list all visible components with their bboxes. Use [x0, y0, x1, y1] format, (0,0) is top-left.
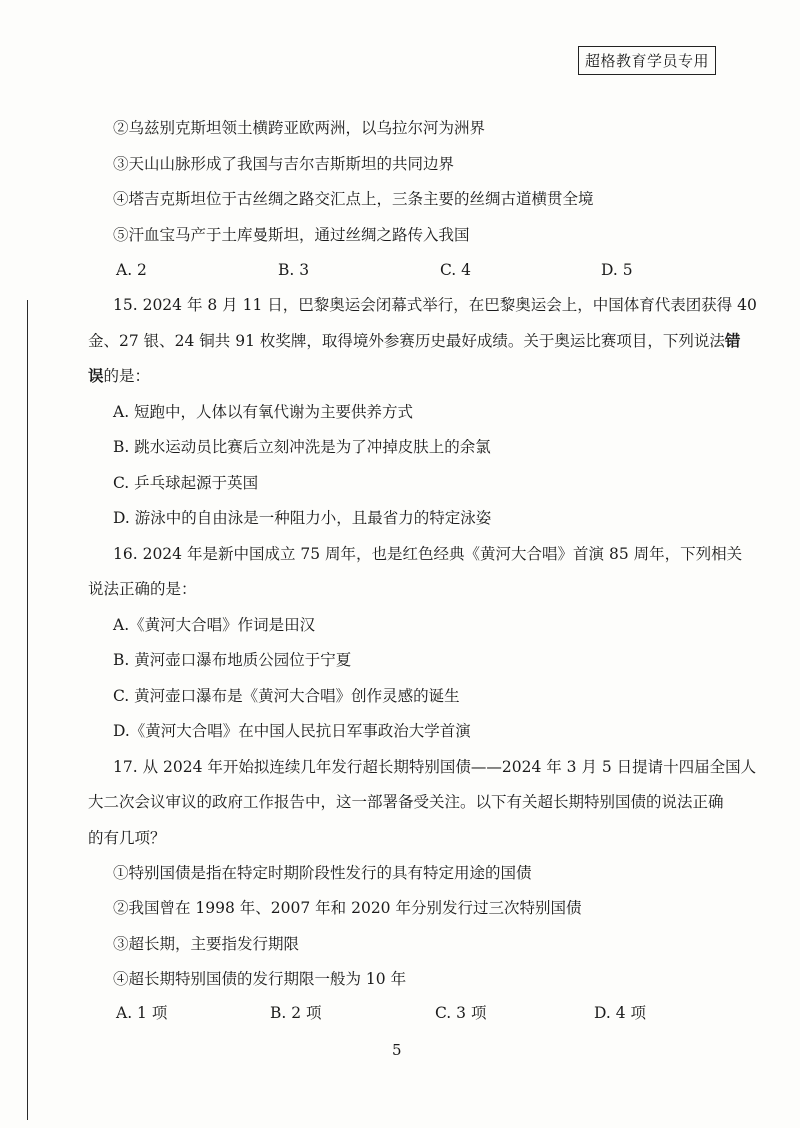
q17-item-4: ④超长期特别国债的发行期限一般为 10 年 [113, 970, 407, 988]
q14-item-5: ⑤汗血宝马产于土库曼斯坦，通过丝绸之路传入我国 [113, 226, 470, 244]
q14-option-a[interactable]: A. 2 [116, 261, 147, 279]
q16-option-d[interactable]: D.《黄河大合唱》在中国人民抗日军事政治大学首演 [113, 722, 471, 740]
q15-option-a[interactable]: A. 短跑中，人体以有氧代谢为主要供养方式 [113, 403, 414, 421]
q17-option-a[interactable]: A. 1 项 [116, 1004, 168, 1022]
owner-stamp: 超格教育学员专用 [578, 46, 716, 75]
q17-option-c[interactable]: C. 3 项 [435, 1004, 487, 1022]
q17-option-d[interactable]: D. 4 项 [594, 1004, 647, 1022]
q15-emphasis-2: 误 [88, 366, 104, 385]
q14-option-c[interactable]: C. 4 [440, 261, 472, 279]
q14-item-3: ③天山山脉形成了我国与吉尔吉斯斯坦的共同边界 [113, 155, 455, 173]
q17-stem-line-1: 17. 从 2024 年开始拟连续几年发行超长期特别国债——2024 年 3 月 5 日提请十四届全国人 [113, 758, 757, 776]
q17-item-1: ①特别国债是指在特定时期阶段性发行的具有特定用途的国债 [113, 864, 532, 882]
q14-option-b[interactable]: B. 3 [278, 261, 310, 279]
q16-stem-line-1: 16. 2024 年是新中国成立 75 周年，也是红色经典《黄河大合唱》首演 85 周年，下列相关 [113, 545, 743, 563]
q14-item-4: ④塔吉克斯坦位于古丝绸之路交汇点上，三条主要的丝绸古道横贯全境 [113, 190, 594, 208]
q15-option-d[interactable]: D. 游泳中的自由泳是一种阻力小，且最省力的特定泳姿 [113, 509, 492, 527]
q16-option-b[interactable]: B. 黄河壶口瀑布地质公园位于宁夏 [113, 651, 352, 669]
q16-stem-line-2: 说法正确的是： [88, 580, 197, 598]
q16-option-c[interactable]: C. 黄河壶口瀑布是《黄河大合唱》创作灵感的诞生 [113, 687, 460, 705]
q15-emphasis-1: 错 [724, 331, 741, 350]
q15-option-b[interactable]: B. 跳水运动员比赛后立刻冲洗是为了冲掉皮肤上的余氯 [113, 438, 491, 456]
binding-line [27, 300, 28, 1120]
q14-option-d[interactable]: D. 5 [601, 261, 633, 279]
q15-stem-line-2 [88, 331, 740, 351]
q15-stem-line-3 [88, 366, 150, 386]
q16-option-a[interactable]: A.《黄河大合唱》作词是田汉 [113, 616, 316, 634]
q17-option-b[interactable]: B. 2 项 [270, 1004, 322, 1022]
q17-stem-line-2: 大二次会议审议的政府工作报告中，这一部署备受关注。以下有关超长期特别国债的说法正确 [88, 793, 724, 811]
page-number: 5 [392, 1041, 402, 1059]
q15-stem-end: 的是： [103, 367, 151, 385]
q17-item-2: ②我国曾在 1998 年、2007 年和 2020 年分别发行过三次特别国债 [113, 899, 582, 917]
q15-stem-line-1: 15. 2024 年 8 月 11 日，巴黎奥运会闭幕式举行，在巴黎奥运会上，中国体育代表团获得 40 [113, 296, 757, 314]
q15-option-c[interactable]: C. 乒乓球起源于英国 [113, 474, 259, 492]
q17-stem-line-3: 的有几项？ [88, 829, 166, 847]
q14-item-2: ②乌兹别克斯坦领土横跨亚欧两洲，以乌拉尔河为洲界 [113, 119, 486, 137]
q17-item-3: ③超长期，主要指发行期限 [113, 935, 300, 953]
q15-stem-text: 金、27 银、24 铜共 91 枚奖牌，取得境外参赛历史最好成绩。关于奥运比赛项目，下列说法 [88, 332, 725, 350]
